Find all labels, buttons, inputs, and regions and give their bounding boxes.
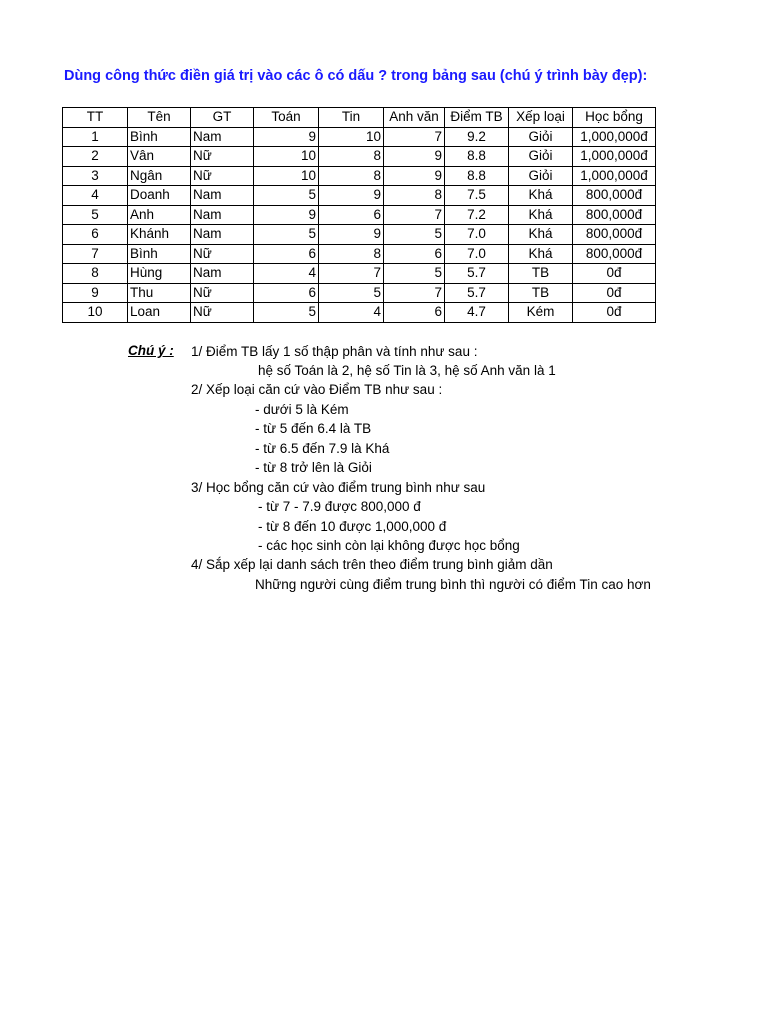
cell-tin: 4 — [319, 303, 384, 323]
header-tt: TT — [63, 108, 128, 128]
cell-tt: 1 — [63, 127, 128, 147]
cell-xep-loai: Khá — [509, 205, 573, 225]
cell-hoc-bong: 800,000đ — [573, 205, 656, 225]
cell-tin: 7 — [319, 264, 384, 284]
cell-gt: Nữ — [191, 166, 254, 186]
cell-tt: 5 — [63, 205, 128, 225]
cell-gt: Nam — [191, 205, 254, 225]
cell-xep-loai: Giỏi — [509, 127, 573, 147]
cell-ten: Khánh — [128, 225, 191, 245]
table-row — [63, 147, 656, 167]
cell-xep-loai: TB — [509, 264, 573, 284]
cell-anh-van: 7 — [384, 127, 445, 147]
cell-diem-tb: 7.5 — [445, 186, 509, 206]
cell-tin: 5 — [319, 283, 384, 303]
cell-hoc-bong: 1,000,000đ — [573, 166, 656, 186]
header-toan: Toán — [254, 108, 319, 128]
cell-anh-van: 6 — [384, 303, 445, 323]
cell-tin: 8 — [319, 244, 384, 264]
cell-xep-loai: TB — [509, 283, 573, 303]
cell-xep-loai: Giỏi — [509, 147, 573, 167]
cell-ten: Anh — [128, 205, 191, 225]
cell-toan: 5 — [254, 225, 319, 245]
cell-hoc-bong: 800,000đ — [573, 186, 656, 206]
header-gt: GT — [191, 108, 254, 128]
note-line: 4/ Sắp xếp lại danh sách trên theo điểm trung bình giảm dần — [191, 557, 553, 572]
table-row — [63, 283, 656, 303]
cell-xep-loai: Khá — [509, 225, 573, 245]
cell-tin: 6 — [319, 205, 384, 225]
cell-gt: Nam — [191, 186, 254, 206]
cell-anh-van: 7 — [384, 283, 445, 303]
cell-ten: Loan — [128, 303, 191, 323]
cell-ten: Bình — [128, 127, 191, 147]
cell-ten: Vân — [128, 147, 191, 167]
header-tin: Tin — [319, 108, 384, 128]
header-hoc-bong: Học bổng — [573, 108, 656, 128]
cell-tt: 7 — [63, 244, 128, 264]
table-row — [63, 186, 656, 206]
note-line: - từ 6.5 đến 7.9 là Khá — [255, 441, 390, 456]
cell-tin: 8 — [319, 166, 384, 186]
cell-tt: 3 — [63, 166, 128, 186]
note-line: Những người cùng điểm trung bình thì người có điểm Tin cao hơn — [255, 577, 651, 592]
header-ten: Tên — [128, 108, 191, 128]
cell-xep-loai: Kém — [509, 303, 573, 323]
cell-ten: Thu — [128, 283, 191, 303]
note-line: - dưới 5 là Kém — [255, 402, 349, 417]
cell-toan: 5 — [254, 186, 319, 206]
table-row — [63, 205, 656, 225]
page-title: Dùng công thức điền giá trị vào các ô có dấu ? trong bảng sau (chú ý trình bày đẹp): — [64, 68, 648, 84]
cell-toan: 9 — [254, 205, 319, 225]
cell-hoc-bong: 0đ — [573, 283, 656, 303]
cell-tt: 9 — [63, 283, 128, 303]
cell-tt: 4 — [63, 186, 128, 206]
cell-toan: 9 — [254, 127, 319, 147]
cell-hoc-bong: 0đ — [573, 303, 656, 323]
table-row — [63, 166, 656, 186]
cell-hoc-bong: 1,000,000đ — [573, 127, 656, 147]
table-row — [63, 303, 656, 323]
cell-tin: 9 — [319, 186, 384, 206]
note-line: 1/ Điểm TB lấy 1 số thập phân và tính như sau : — [191, 344, 478, 359]
cell-gt: Nam — [191, 225, 254, 245]
cell-tin: 10 — [319, 127, 384, 147]
cell-anh-van: 5 — [384, 264, 445, 284]
cell-gt: Nữ — [191, 283, 254, 303]
cell-diem-tb: 7.0 — [445, 225, 509, 245]
cell-tin: 8 — [319, 147, 384, 167]
table-body — [63, 127, 656, 322]
cell-gt: Nữ — [191, 303, 254, 323]
note-line: - từ 8 đến 10 được 1,000,000 đ — [258, 519, 447, 534]
note-line: 3/ Học bổng căn cứ vào điểm trung bình như sau — [191, 480, 486, 495]
table-row — [63, 244, 656, 264]
cell-diem-tb: 5.7 — [445, 283, 509, 303]
note-line: - các học sinh còn lại không được học bổng — [258, 538, 520, 553]
cell-diem-tb: 4.7 — [445, 303, 509, 323]
grades-table — [62, 107, 656, 323]
table-row — [63, 264, 656, 284]
note-line: - từ 5 đến 6.4 là TB — [255, 421, 372, 436]
cell-ten: Hùng — [128, 264, 191, 284]
cell-gt: Nữ — [191, 244, 254, 264]
cell-ten: Doanh — [128, 186, 191, 206]
cell-anh-van: 8 — [384, 186, 445, 206]
cell-diem-tb: 7.0 — [445, 244, 509, 264]
cell-toan: 6 — [254, 244, 319, 264]
cell-diem-tb: 7.2 — [445, 205, 509, 225]
header-diem-tb: Điểm TB — [445, 108, 509, 128]
cell-ten: Ngân — [128, 166, 191, 186]
table-header-row — [63, 108, 656, 128]
cell-diem-tb: 8.8 — [445, 166, 509, 186]
cell-tt: 10 — [63, 303, 128, 323]
header-anh-van: Anh văn — [384, 108, 445, 128]
cell-ten: Bình — [128, 244, 191, 264]
cell-anh-van: 9 — [384, 166, 445, 186]
cell-hoc-bong: 800,000đ — [573, 244, 656, 264]
note-line: - từ 8 trở lên là Giỏi — [255, 460, 372, 475]
cell-toan: 10 — [254, 166, 319, 186]
cell-gt: Nam — [191, 264, 254, 284]
cell-anh-van: 5 — [384, 225, 445, 245]
header-xep-loai: Xếp loại — [509, 108, 573, 128]
note-line: hệ số Toán là 2, hệ số Tin là 3, hệ số Anh văn là 1 — [258, 363, 556, 378]
cell-tt: 2 — [63, 147, 128, 167]
notes-label: Chú ý : — [128, 343, 174, 358]
cell-diem-tb: 8.8 — [445, 147, 509, 167]
cell-tt: 8 — [63, 264, 128, 284]
cell-xep-loai: Giỏi — [509, 166, 573, 186]
cell-xep-loai: Khá — [509, 244, 573, 264]
cell-toan: 6 — [254, 283, 319, 303]
cell-tin: 9 — [319, 225, 384, 245]
note-line: - từ 7 - 7.9 được 800,000 đ — [258, 499, 421, 514]
cell-toan: 5 — [254, 303, 319, 323]
cell-hoc-bong: 800,000đ — [573, 225, 656, 245]
cell-toan: 4 — [254, 264, 319, 284]
table-row — [63, 127, 656, 147]
cell-hoc-bong: 1,000,000đ — [573, 147, 656, 167]
cell-toan: 10 — [254, 147, 319, 167]
cell-anh-van: 7 — [384, 205, 445, 225]
cell-hoc-bong: 0đ — [573, 264, 656, 284]
cell-gt: Nữ — [191, 147, 254, 167]
cell-diem-tb: 5.7 — [445, 264, 509, 284]
cell-diem-tb: 9.2 — [445, 127, 509, 147]
cell-xep-loai: Khá — [509, 186, 573, 206]
cell-tt: 6 — [63, 225, 128, 245]
note-line: 2/ Xếp loại căn cứ vào Điểm TB như sau : — [191, 382, 443, 397]
cell-anh-van: 6 — [384, 244, 445, 264]
cell-anh-van: 9 — [384, 147, 445, 167]
table-row — [63, 225, 656, 245]
cell-gt: Nam — [191, 127, 254, 147]
